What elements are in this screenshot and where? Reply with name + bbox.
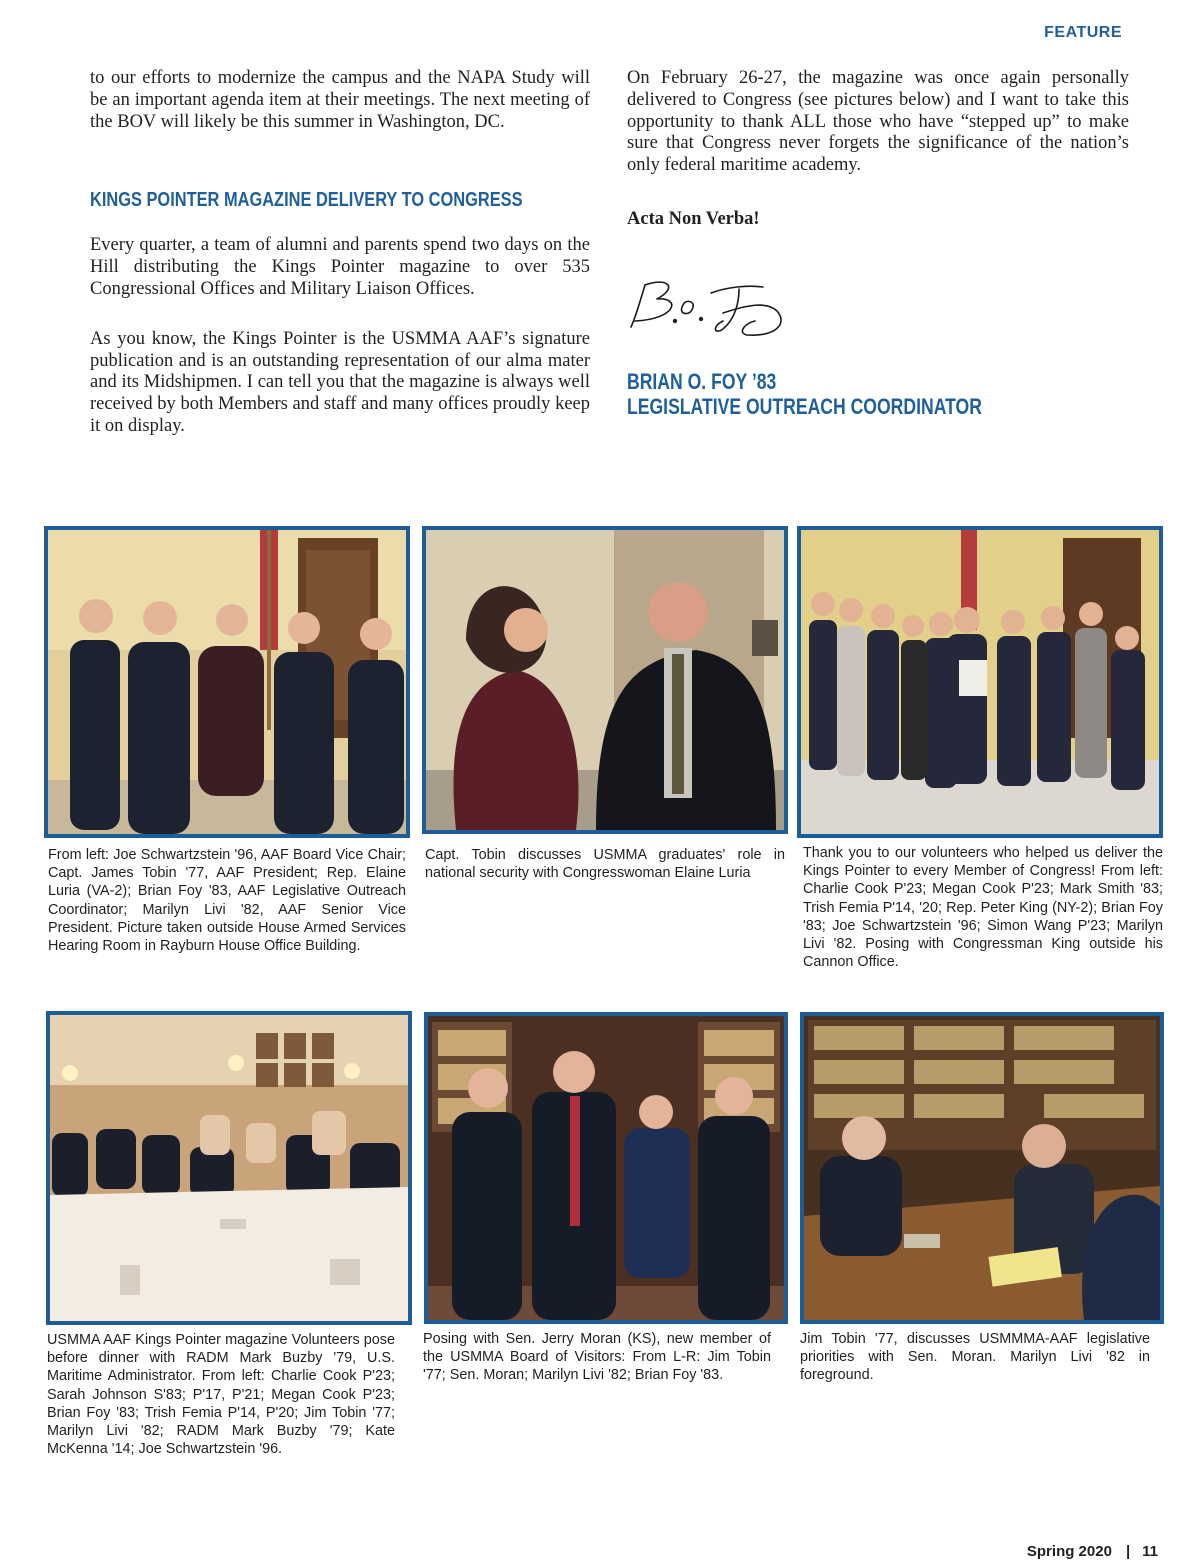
photo-king-volunteers [797,526,1163,838]
photo-rayburn-group [44,526,410,838]
delivery-paragraph-1: Every quarter, a team of alumni and parents spend two days on the Hill distributing the Kings Pointer magazine to over 535 Congressional Offices and Military Liaison Offices. [90,235,590,299]
photo-moran-meeting [800,1012,1164,1324]
author-title: LEGISLATIVE OUTREACH COORDINATOR [627,394,982,419]
handwritten-signature [627,275,797,341]
photo-caption-2: Capt. Tobin discusses USMMA graduates' role in national security with Congresswoman Elaine Luria [425,847,785,882]
page-number: 11 [1142,1543,1158,1560]
photo-caption-6: Jim Tobin '77, discusses USMMMA-AAF legislative priorities with Sen. Moran. Marilyn Livi '82 in foreground. [800,1331,1150,1384]
photo-moran-group [424,1012,788,1324]
delivery-paragraph-3: On February 26-27, the magazine was once again personally delivered to Congress (see pictures below) and I want to take this opportunity to thank ALL those who have “stepped up” to make sure that Congress never forgets the significance of the nation’s only federal maritime academy. [627,68,1129,176]
right-text-column [627,68,1129,230]
issue-label: Spring 2020 [1026,1543,1112,1560]
photo-caption-1: From left: Joe Schwartzstein '96, AAF Board Vice Chair; Capt. James Tobin '77, AAF President; Rep. Elaine Luria (VA-2); Brian Foy '83, AAF Legislative Outreach Coordinator; Marilyn Livi '82, AAF Senior Vice President. Picture taken outside House Armed Services Hearing Room in Rayburn House Office Building. [48,847,406,955]
photo-dinner-buzby [46,1011,412,1325]
section-heading: KINGS POINTER MAGAZINE DELIVERY TO CONGRESS [90,189,523,212]
intro-paragraph: to our efforts to modernize the campus and the NAPA Study will be an important agenda item at their meetings. The next meeting of the BOV will likely be this summer in Washington, DC. [90,68,590,132]
delivery-paragraph-2: As you know, the Kings Pointer is the USMMA AAF’s signature publication and is an outstanding representation of our alma mater and its Midshipmen. I can tell you that the magazine is always well received by both Members and staff and many offices proudly keep it on display. [90,328,590,436]
photo-caption-3: Thank you to our volunteers who helped us deliver the Kings Pointer to every Member of Congress! From left: Charlie Cook P'23; Megan Cook P'23; Mark Smith '83; Trish Femia P'14, '20; Rep. Peter King (NY-2); Brian Foy '83; Joe Schwartzstein '96; Simon Wang P'23; Marilyn Livi '82. Posing with Congressman King outside his Cannon Office. [803,845,1163,971]
photo-caption-5: Posing with Sen. Jerry Moran (KS), new member of the USMMA Board of Visitors: From L-R: Jim Tobin '77; Sen. Moran; Marilyn Livi '82; Brian Foy '83. [423,1331,771,1384]
author-name: BRIAN O. FOY ’83 [627,369,777,394]
section-label: FEATURE [1044,24,1122,41]
author-block [627,369,982,419]
photo-caption-4: USMMA AAF Kings Pointer magazine Volunteers pose before dinner with RADM Mark Buzby '79, U.S. Maritime Administrator. From left: Charlie Cook P'23; Sarah Johnson S'83; P'17, P'21; Megan Cook P'23; Brian Foy '83; Trish Femia P'14, P'20; Jim Tobin '77; Marilyn Livi '82; RADM Mark Buzby '79; Kate McKenna '14; Joe Schwartzstein '96. [47,1332,395,1458]
photo-tobin-luria-conversation [422,526,788,834]
footer-separator: | [1125,1543,1131,1560]
page-footer [1027,1543,1158,1560]
left-text-column [90,68,590,438]
signoff-motto: Acta Non Verba! [627,208,760,229]
